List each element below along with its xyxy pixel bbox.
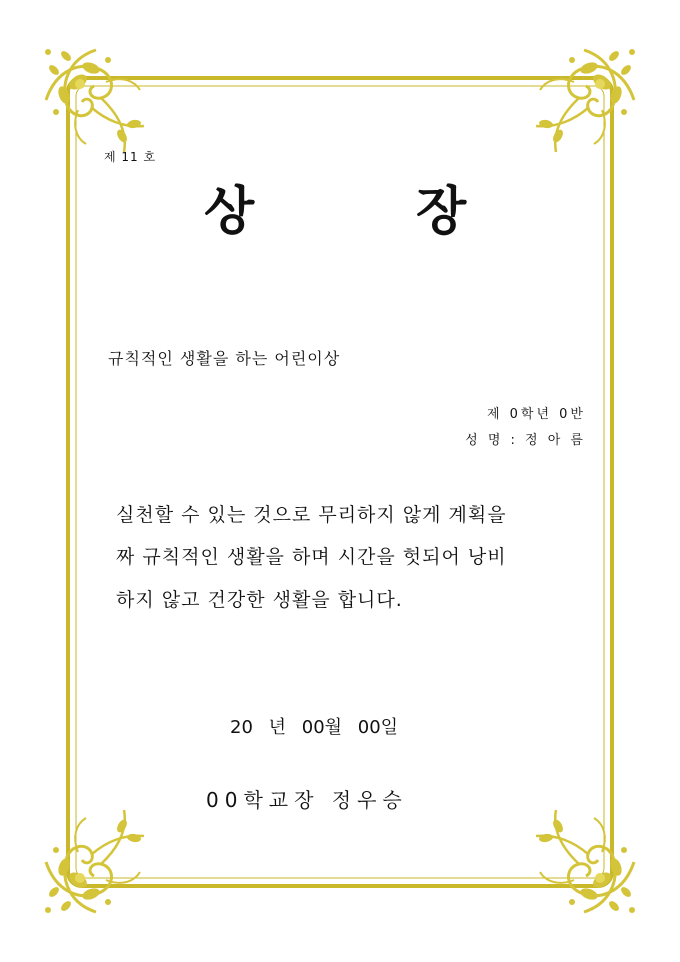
corner-ornament-top-left [45,49,144,152]
title-first-char: 상 [204,182,255,242]
corner-ornament-bottom-right [536,810,635,913]
issue-date: 20 년 00월 00일 [230,717,399,738]
award-name: 규칙적인 생활을 하는 어린이상 [108,349,341,368]
issuer-signature-line: 00학교장 정우승 [206,788,408,812]
citation-line: 짜 규칙적인 생활을 하며 시간을 헛되어 낭비 [116,546,507,568]
citation-line: 실천할 수 있는 것으로 무리하지 않게 계획을 [116,504,507,526]
title-second-char: 장 [416,182,467,242]
corner-ornament-bottom-left [45,810,144,913]
corner-ornament-top-right [536,49,635,152]
recipient-name: 성 명 : 정 아 름 [465,433,586,448]
recipient-grade-class: 제 0학년 0반 [486,407,586,422]
citation-line: 하지 않고 건강한 생활을 합니다. [116,589,403,611]
certificate-number: 제 11 호 [104,150,157,164]
